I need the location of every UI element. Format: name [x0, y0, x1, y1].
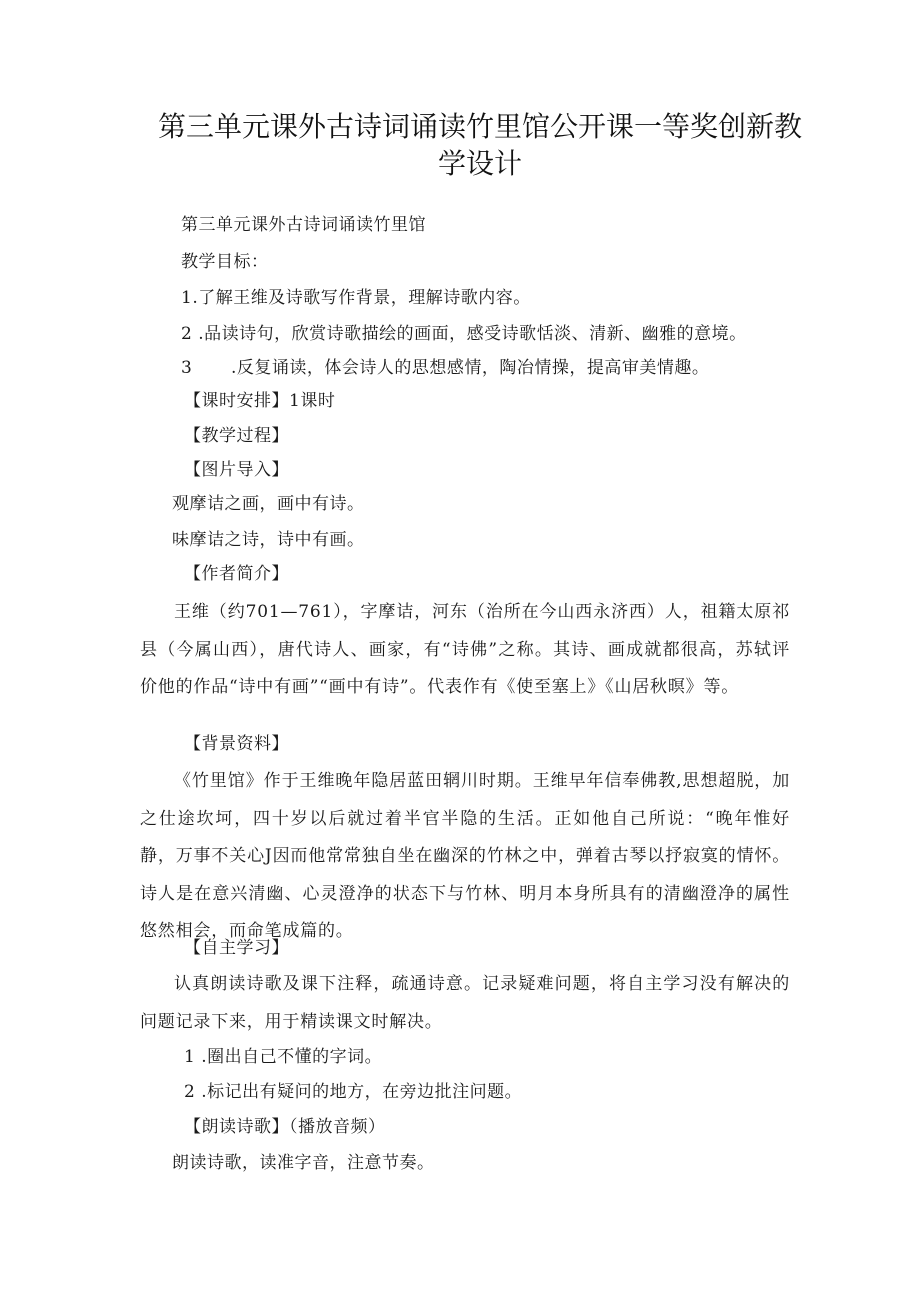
self-study-heading: 【自主学习】	[184, 938, 289, 958]
author-heading: 【作者简介】	[184, 564, 289, 584]
goal-3: .反复诵读，体会诗人的思想感情，陶冶情操，提高审美情趣。	[231, 358, 710, 378]
intro-heading: 【图片导入】	[184, 460, 289, 480]
title-line-2: 学设计	[437, 147, 522, 180]
background-heading: 【背景资料】	[184, 734, 289, 754]
goal-2: 2 .品读诗句，欣赏诗歌描绘的画面，感受诗歌恬淡、清新、幽雅的意境。	[181, 324, 747, 344]
goal-3-number: 3	[181, 358, 193, 378]
goal-1: 1.了解王维及诗歌写作背景，理解诗歌内容。	[181, 288, 531, 308]
document-title	[150, 108, 810, 182]
intro-line-1: 观摩诘之画，画中有诗。	[172, 494, 365, 514]
schedule: 【课时安排】1课时	[184, 391, 336, 411]
goals-heading: 教学目标：	[181, 252, 269, 272]
self-study-paragraph: 认真朗读诗歌及课下注释，疏通诗意。记录疑难问题，将自主学习没有解决的问题记录下来，用于精读课文时解决。	[140, 974, 790, 1032]
intro-line-2: 味摩诘之诗，诗中有画。	[172, 530, 365, 550]
title-line-1: 第三单元课外古诗词诵读竹里馆公开课一等奖创新教	[157, 110, 802, 143]
process-heading: 【教学过程】	[184, 426, 289, 446]
reading-text: 朗读诗歌，读准字音，注意节奏。	[172, 1153, 435, 1173]
background-paragraph: 《竹里馆》作于王维晚年隐居蓝田辋川时期。王维早年信奉佛教,思想超脱，加之仕途坎坷，四十岁以后就过着半官半隐的生活。正如他自己所说：“晚年惟好静，万事不关心J因而他常常独自坐在幽深的竹林之中，弹着古琴以抒寂寞的情怀。诗人是在意兴清幽、心灵澄净的状态下与竹林、明月本身所具有的清幽澄净的属性悠然相会，而命笔成篇的。	[140, 771, 790, 941]
author-paragraph: 王维（约701—761），字摩诘，河东（治所在今山西永济西）人，祖籍太原祁县（今属山西），唐代诗人、画家，有“诗佛”之称。其诗、画成就都很高，苏轼评价他的作品“诗中有画”“画中有诗”。代表作有《使至塞上》《山居秋暝》等。	[140, 602, 790, 697]
reading-heading: 【朗读诗歌】（播放音频）	[184, 1117, 386, 1137]
task-1: 1 .圈出自己不懂的字词。	[184, 1047, 383, 1067]
subtitle: 第三单元课外古诗词诵读竹里馆	[181, 215, 426, 235]
task-2: 2 .标记出有疑问的地方，在旁边批注问题。	[184, 1082, 523, 1102]
